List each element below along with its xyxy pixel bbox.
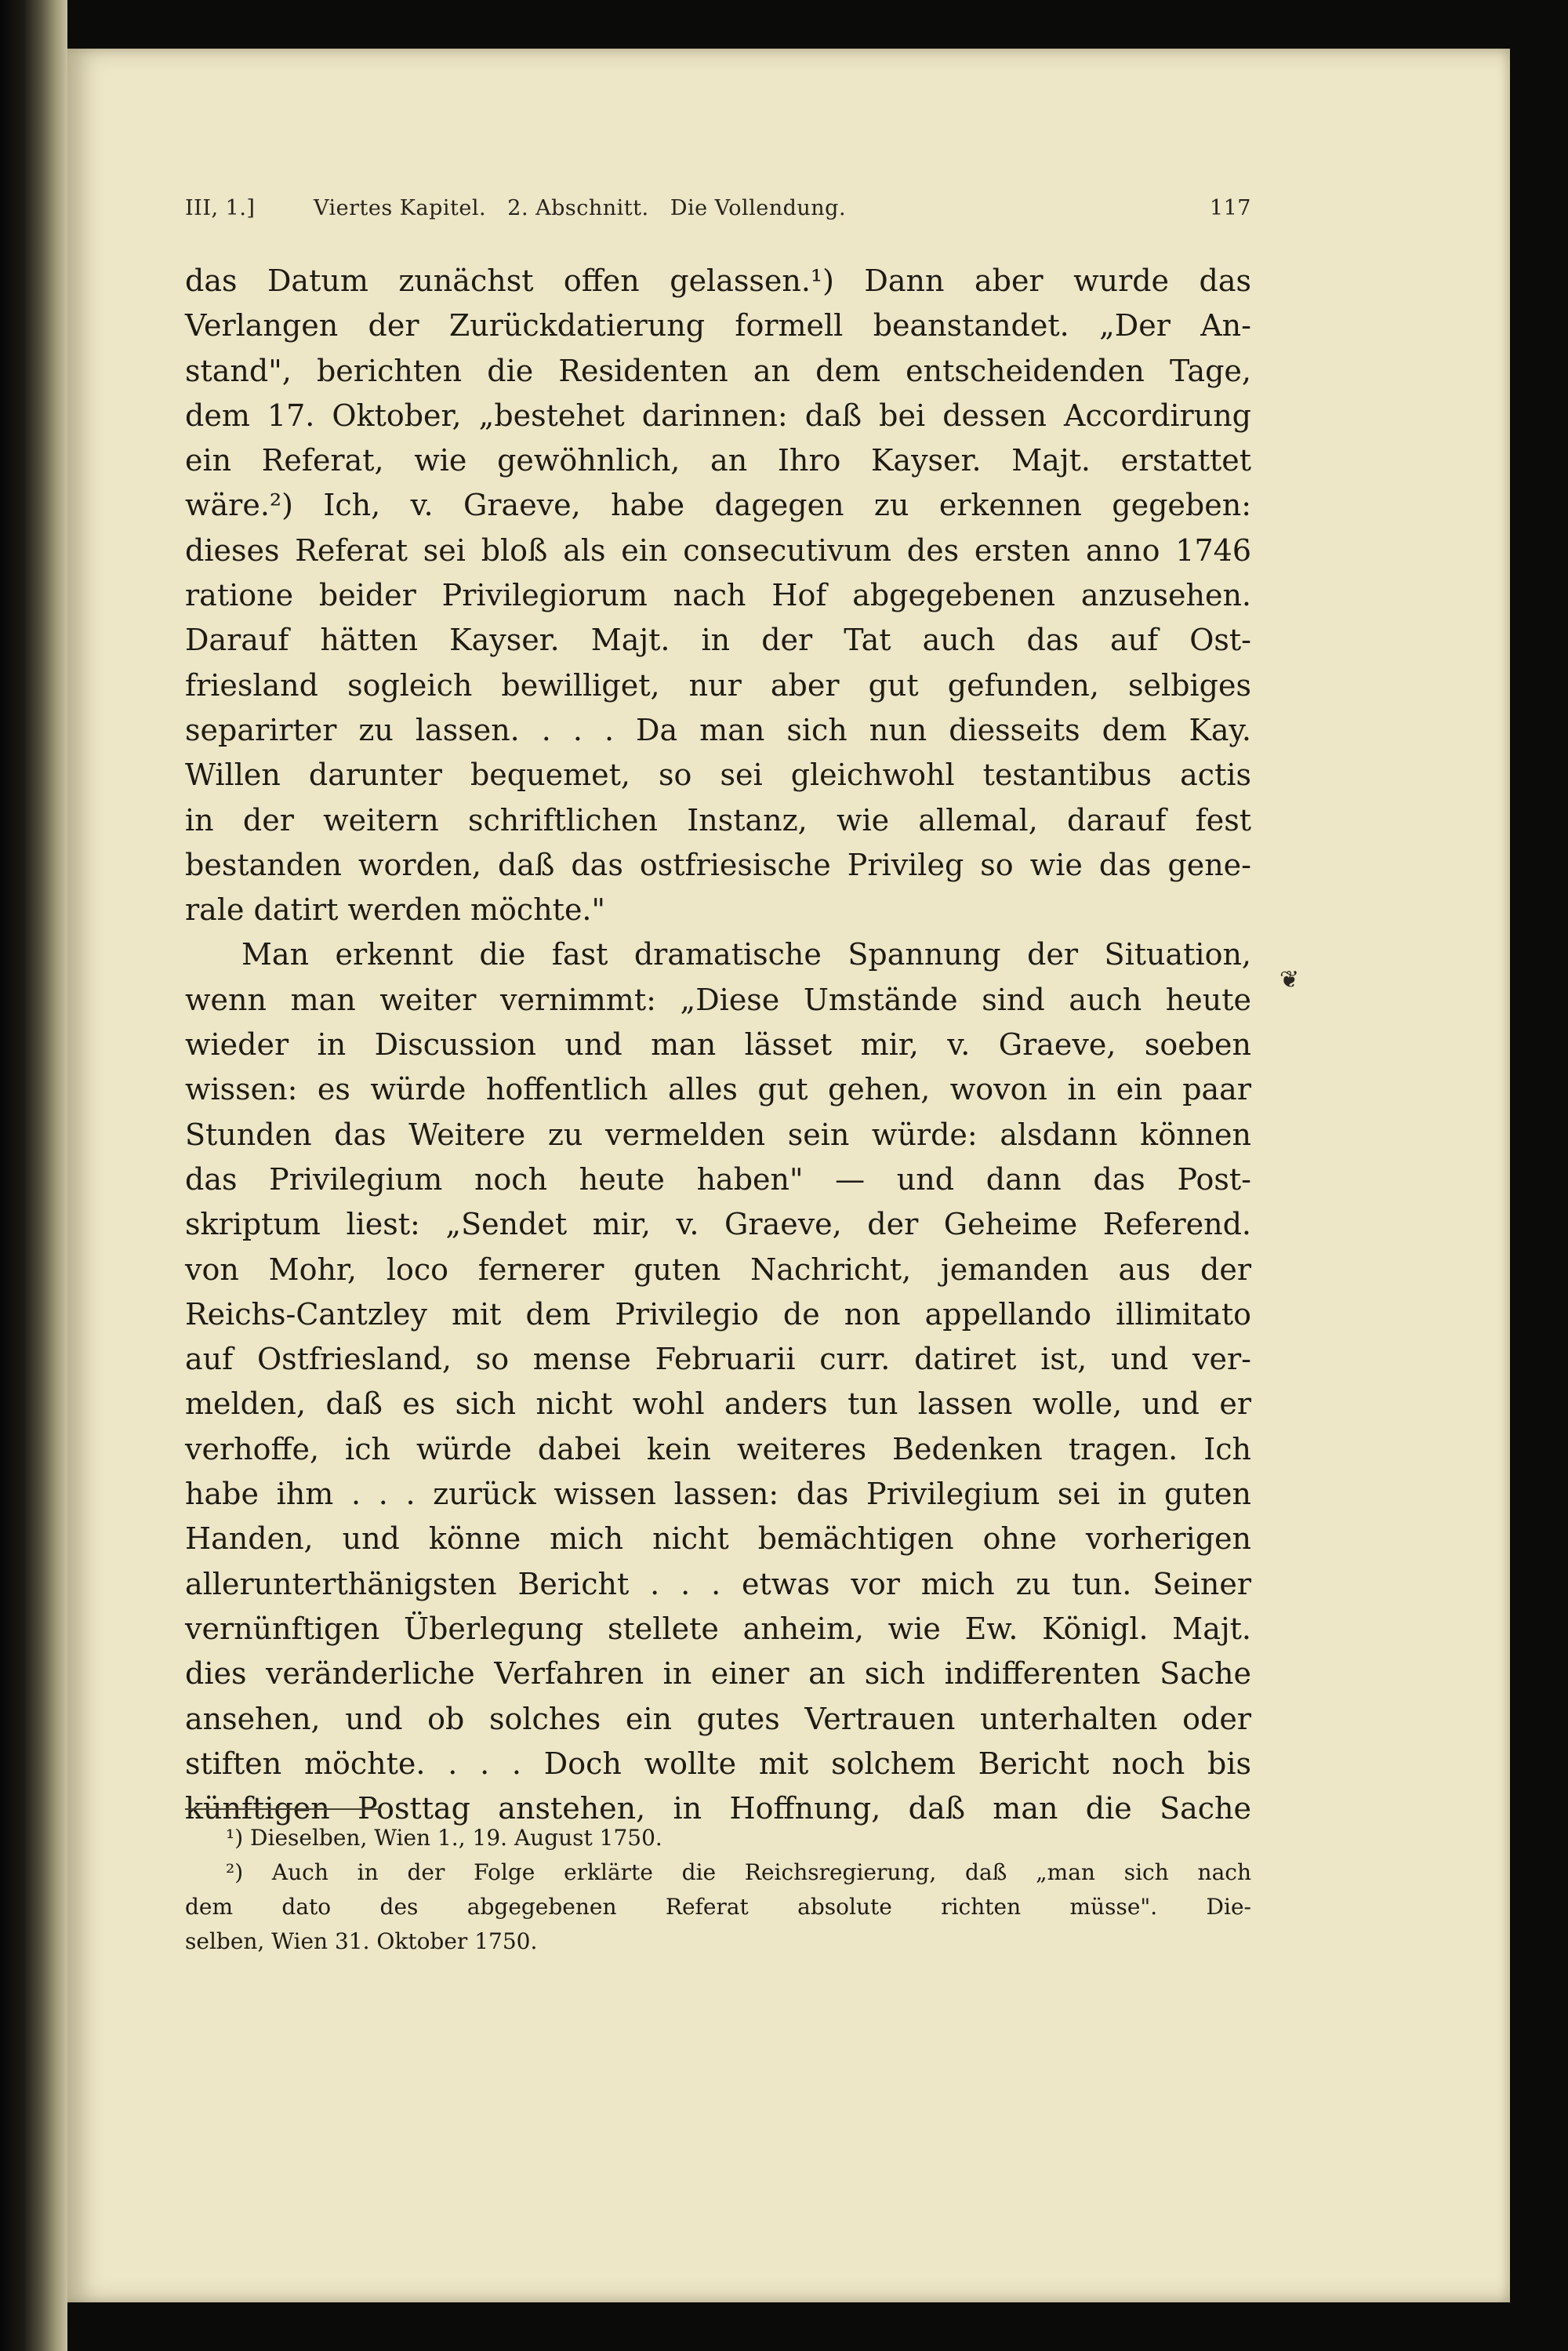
text-line: Verlangen der Zurückdatierung formell beanstandet. „Der An-	[185, 308, 1251, 343]
text-line: rale datirt werden möchte."	[185, 892, 605, 928]
footnote-line: dem dato des abgegebenen Referat absolute richten müsse". Die-	[185, 1894, 1251, 1920]
text-line: bestanden worden, daß das ostfriesische Privileg so wie das gene-	[185, 847, 1251, 882]
text-line: allerunterthänigsten Bericht . . . etwas vor mich zu tun. Seiner	[185, 1566, 1251, 1601]
text-line: melden, daß es sich nicht wohl anders tun lassen wolle, und er	[185, 1386, 1251, 1422]
text-line: Reichs-Cantzley mit dem Privilegio de non appellando illimitato	[185, 1296, 1251, 1332]
text-line: künftigen Posttag anstehen, in Hoffnung, daß man die Sache	[185, 1791, 1251, 1826]
text-line: das Datum zunächst offen gelassen.¹) Dann aber wurde das	[185, 263, 1251, 298]
text-line: skriptum liest: „Sendet mir, v. Graeve, der Geheime Referend.	[185, 1207, 1251, 1242]
footnote-line: ²) Auch in der Folge erklärte die Reichsregierung, daß „man sich nach	[226, 1859, 1251, 1885]
text-line: wenn man weiter vernimmt: „Diese Umstände sind auch heute	[185, 982, 1251, 1017]
page-number: 117	[1209, 196, 1251, 220]
text-line: separirter zu lassen. . . . Da man sich nun diesseits dem Kay.	[185, 712, 1251, 747]
text-line: vernünftigen Überlegung stellete anheim, wie Ew. Königl. Majt.	[185, 1611, 1251, 1646]
text-line: Willen darunter bequemet, so sei gleichwohl testantibus actis	[185, 758, 1251, 793]
header-chapter-title: Viertes Kapitel. 2. Abschnitt. Die Vollendung.	[314, 196, 847, 220]
text-line: das Privilegium noch heute haben" — und dann das Post-	[185, 1161, 1251, 1197]
text-line: dieses Referat sei bloß als ein consecutivum des ersten anno 1746	[185, 532, 1251, 568]
text-line: habe ihm . . . zurück wissen lassen: das Privilegium sei in guten	[185, 1477, 1251, 1512]
footnote-line: selben, Wien 31. Oktober 1750.	[185, 1928, 538, 1954]
main-text	[185, 259, 1251, 1831]
header-section-number: III, 1.]	[185, 196, 256, 220]
text-line: Handen, und könne mich nicht bemächtigen ohne vorherigen	[185, 1521, 1251, 1557]
running-header	[185, 196, 1251, 232]
text-line: ansehen, und ob solches ein gutes Vertrauen unterhalten oder	[185, 1701, 1251, 1736]
text-line: ein Referat, wie gewöhnlich, an Ihro Kayser. Majt. erstattet	[185, 443, 1251, 478]
text-line: wäre.²) Ich, v. Graeve, habe dagegen zu erkennen gegeben:	[185, 488, 1251, 523]
text-line: stiften möchte. . . . Doch wollte mit solchem Bericht noch bis	[185, 1746, 1251, 1781]
text-line: Darauf hätten Kayser. Majt. in der Tat auch das auf Ost-	[185, 623, 1251, 658]
margin-fleuron-mark: ❦	[1279, 966, 1300, 994]
text-line: friesland sogleich bewilliget, nur aber gut gefunden, selbiges	[185, 667, 1251, 703]
text-line: dies veränderliche Verfahren in einer an sich indifferenten Sache	[185, 1656, 1251, 1691]
text-line: in der weitern schriftlichen Instanz, wie allemal, darauf fest	[185, 802, 1251, 838]
text-line: verhoffe, ich würde dabei kein weiteres Bedenken tragen. Ich	[185, 1431, 1251, 1466]
text-line: wieder in Discussion und man lässet mir, v. Graeve, soeben	[185, 1027, 1251, 1063]
text-line: ratione beider Privilegiorum nach Hof abgegebenen anzusehen.	[185, 578, 1251, 613]
footnote-line: ¹) Dieselben, Wien 1., 19. August 1750.	[226, 1825, 662, 1851]
text-line: von Mohr, loco fernerer guten Nachricht, jemanden aus der	[185, 1252, 1251, 1287]
text-line: Man erkennt die fast dramatische Spannung der Situation,	[241, 937, 1251, 972]
footnotes	[185, 1821, 1251, 1959]
book-binding-edge	[0, 0, 67, 2351]
text-line: dem 17. Oktober, „bestehet darinnen: daß bei dessen Accordirung	[185, 398, 1251, 433]
text-line: stand", berichten die Residenten an dem entscheidenden Tage,	[185, 353, 1251, 388]
text-line: Stunden das Weitere zu vermelden sein würde: alsdann können	[185, 1117, 1251, 1152]
text-line: auf Ostfriesland, so mense Februarii curr. datiret ist, und ver-	[185, 1342, 1251, 1377]
footnote-rule	[185, 1808, 381, 1810]
text-line: wissen: es würde hoffentlich alles gut gehen, wovon in ein paar	[185, 1072, 1251, 1107]
